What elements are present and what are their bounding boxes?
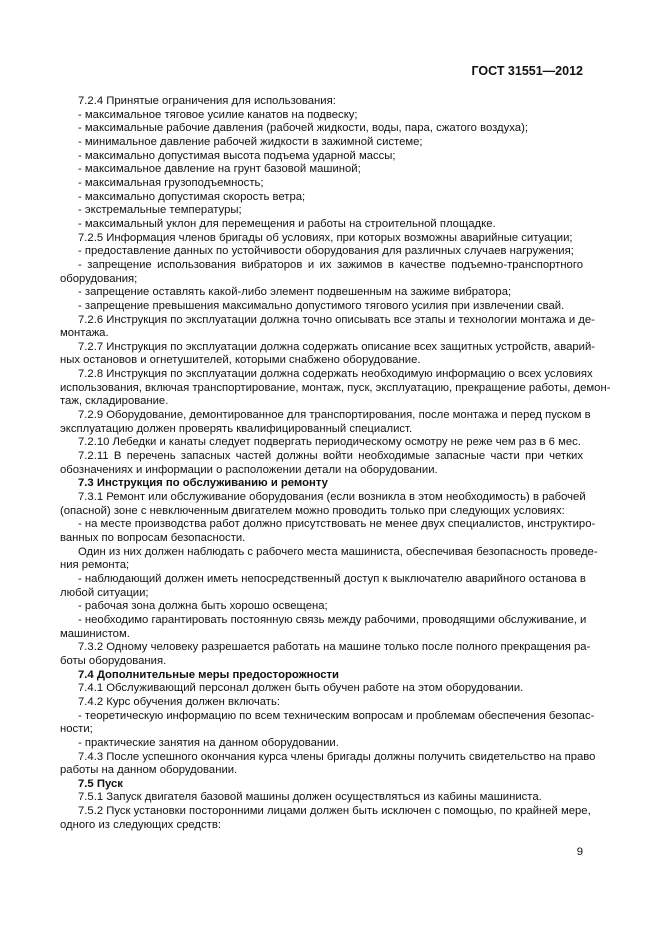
text-line: любой ситуации; xyxy=(60,586,149,599)
text-line-row xyxy=(60,136,583,150)
text-line-row xyxy=(60,464,583,478)
text-line: - максимальная грузоподъемность; xyxy=(78,176,264,189)
paragraph xyxy=(60,750,596,778)
paragraph xyxy=(60,368,611,409)
paragraph xyxy=(60,204,583,218)
text-line: машинистом. xyxy=(60,627,130,640)
text-line-row xyxy=(60,545,598,560)
text-line-row xyxy=(60,750,596,765)
text-line-row xyxy=(60,395,583,409)
text-line: 7.3 Инструкция по обслуживанию и ремонту xyxy=(78,477,328,490)
text-line: 7.5.1 Запуск двигателя базовой машины должен осуществляться из кабины машиниста. xyxy=(78,791,542,804)
text-line-row xyxy=(60,696,583,710)
paragraph xyxy=(60,791,583,805)
text-line: обозначениях и информации о расположении детали на оборудовании. xyxy=(60,463,438,476)
text-line: оборудования; xyxy=(60,272,138,285)
text-line-row xyxy=(60,737,583,751)
text-line-row xyxy=(60,327,583,341)
text-line-row xyxy=(60,709,595,724)
text-line: - экстремальные температуры; xyxy=(78,204,242,217)
text-line-row xyxy=(60,669,583,683)
text-line: одного из следующих средств: xyxy=(60,818,221,831)
text-line: 7.2.7 Инструкция по эксплуатации должна содержать описание всех защитных устройств, аварий- xyxy=(78,340,596,353)
text-line: - минимальное давление рабочей жидкости в зажимной системе; xyxy=(78,135,423,148)
text-line-row xyxy=(60,628,583,642)
text-line-row xyxy=(60,655,583,669)
paragraph xyxy=(60,696,583,710)
paragraph xyxy=(60,191,583,205)
text-line-row xyxy=(60,559,583,573)
page-number: 9 xyxy=(576,846,583,858)
text-line: боты оборудования. xyxy=(60,654,167,667)
section-heading xyxy=(60,477,583,491)
text-line: эксплуатацию должен проверять квалифицированный специалист. xyxy=(60,422,413,435)
text-line-row xyxy=(60,95,583,109)
paragraph xyxy=(60,409,591,436)
text-line: 7.5.2 Пуск установки посторонними лицами должен быть исключен с помощью, по крайней мере, xyxy=(78,805,591,818)
text-line-row xyxy=(60,177,583,191)
paragraph xyxy=(60,109,583,123)
paragraph xyxy=(60,122,583,136)
paragraph xyxy=(60,805,591,832)
text-line: Один из них должен наблюдать с рабочего места машиниста, обеспечивая безопасность проведе- xyxy=(78,545,598,558)
text-line: - на месте производства работ должно присутствовать не менее двух специалистов, инструктиро- xyxy=(78,518,596,531)
text-line-row xyxy=(60,313,595,328)
text-line-row xyxy=(60,354,583,368)
text-line-row xyxy=(60,505,583,519)
text-line-row xyxy=(60,232,583,246)
text-line: таж, складирование. xyxy=(60,395,169,408)
text-line: - запрещение использования вибраторов и их зажимов в качестве подъемно-транспортного xyxy=(78,258,583,271)
text-line: 7.2.5 Информация членов бригады об условиях, при которых возможны аварийные ситуации; xyxy=(78,231,573,244)
text-line-row xyxy=(60,778,583,792)
text-line-row xyxy=(60,218,583,232)
paragraph xyxy=(60,245,583,259)
text-line: 7.2.4 Принятые ограничения для использования: xyxy=(78,95,336,107)
paragraph xyxy=(60,163,583,177)
paragraph xyxy=(60,136,583,150)
paragraph xyxy=(60,95,583,109)
text-line: 7.2.6 Инструкция по эксплуатации должна точно описывать все этапы и технологии монтажа и де- xyxy=(78,313,595,326)
paragraph xyxy=(60,436,583,450)
text-line-row xyxy=(60,764,583,778)
paragraph xyxy=(60,340,596,368)
text-line: работы на данном оборудовании. xyxy=(60,764,238,777)
document-body xyxy=(60,95,611,832)
text-line: - максимальный уклон для перемещения и работы на строительной площадке. xyxy=(78,217,496,230)
text-line: 7.2.9 Оборудование, демонтированное для транспортирования, после монтажа и перед пуском в xyxy=(78,409,591,422)
text-line-row xyxy=(60,436,583,450)
paragraph xyxy=(60,259,583,286)
text-line-row xyxy=(60,340,596,355)
text-line-row xyxy=(60,204,583,218)
paragraph xyxy=(60,641,591,668)
text-line-row xyxy=(60,477,583,491)
text-line: - предоставление данных по устойчивости оборудования для различных случаев нагружения; xyxy=(78,245,574,258)
text-line: монтажа. xyxy=(60,327,109,340)
text-line: - максимально допустимая высота подъема ударной массы; xyxy=(78,149,396,162)
paragraph xyxy=(60,545,598,573)
paragraph xyxy=(60,300,583,314)
text-line-row xyxy=(60,587,583,601)
text-line-row xyxy=(60,163,583,177)
paragraph xyxy=(60,613,587,641)
text-line-row xyxy=(60,300,583,314)
text-line-row xyxy=(60,819,583,833)
text-line: использования, включая транспортирование, монтаж, пуск, эксплуатацию, прекращение работы, демон- xyxy=(60,381,611,394)
text-line: - максимальные рабочие давления (рабочей жидкости, воды, пара, сжатого воздуха); xyxy=(78,122,528,135)
text-line-row xyxy=(60,805,591,819)
text-line-row xyxy=(60,572,586,587)
text-line: ния ремонта; xyxy=(60,559,130,572)
paragraph xyxy=(60,313,595,341)
text-line-row xyxy=(60,109,583,123)
text-line-row xyxy=(60,791,583,805)
text-line-row xyxy=(60,381,611,396)
text-line: - наблюдающий должен иметь непосредственный доступ к выключателю аварийного останова в xyxy=(78,572,586,585)
text-line-row xyxy=(60,368,593,382)
paragraph xyxy=(60,600,583,614)
text-line: - рабочая зона должна быть хорошо освещена; xyxy=(78,600,328,613)
text-line: (опасной) зоне с невключенным двигателем можно проводить только при следующих условиях: xyxy=(60,504,565,517)
text-line: 7.3.1 Ремонт или обслуживание оборудования (если возникла в этом необходимость) в рабочей xyxy=(78,491,586,504)
text-line: 7.4 Дополнительные меры предосторожности xyxy=(78,668,339,681)
text-line-row xyxy=(60,613,587,628)
text-line-row xyxy=(60,122,583,136)
text-line-row xyxy=(60,409,591,423)
text-line-row xyxy=(60,491,586,505)
text-line: - запрещение оставлять какой-либо элемент подвешенным на зажиме вибратора; xyxy=(78,286,512,299)
paragraph xyxy=(60,682,583,696)
text-line: 7.5 Пуск xyxy=(78,777,123,790)
text-line: 7.3.2 Одному человеку разрешается работать на машине только после полного прекращения ра- xyxy=(78,641,591,654)
text-line-row xyxy=(60,518,596,532)
text-line: - практические занятия на данном оборудовании. xyxy=(78,736,339,749)
text-line: - теоретическую информацию по всем техническим вопросам и проблемам обеспечения безопас- xyxy=(78,709,595,722)
text-line: 7.2.11 В перечень запасных частей должны войти необходимые запасные части при четких xyxy=(78,450,583,463)
text-line: 7.4.3 После успешного окончания курса члены бригады должны получить свидетельство на право xyxy=(78,750,596,763)
text-line: 7.4.1 Обслуживающий персонал должен быть обучен работе на этом оборудовании. xyxy=(78,682,524,695)
text-line: - максимальное тяговое усилие канатов на подвеску; xyxy=(78,108,358,121)
text-line-row xyxy=(60,532,583,546)
text-line: - запрещение превышения максимально допустимого тягового усилия при извлечении свай. xyxy=(78,299,565,312)
paragraph xyxy=(60,232,583,246)
text-line: 7.2.8 Инструкция по эксплуатации должна содержать необходимую информацию о всех условиях xyxy=(78,368,593,381)
text-line-row xyxy=(60,450,583,464)
text-line-row xyxy=(60,245,583,259)
document-header-id: ГОСТ 31551—2012 xyxy=(471,64,583,78)
text-line: ных остановов и огнетушителей, которыми снабжено оборудование. xyxy=(60,354,421,367)
text-line: - необходимо гарантировать постоянную связь между рабочими, проводящими обслуживание, и xyxy=(78,613,587,626)
text-line-row xyxy=(60,150,583,164)
text-line-row xyxy=(60,273,583,287)
section-heading xyxy=(60,778,583,792)
paragraph xyxy=(60,709,595,737)
text-line-row xyxy=(60,191,583,205)
text-line: 7.2.10 Лебедки и канаты следует подвергать периодическому осмотру не реже чем раз в 6 мес. xyxy=(78,436,581,449)
text-line-row xyxy=(60,423,583,437)
paragraph xyxy=(60,572,586,600)
text-line-row xyxy=(60,682,583,696)
text-line: ванных по вопросам безопасности. xyxy=(60,532,246,544)
text-line-row xyxy=(60,259,583,273)
text-line-row xyxy=(60,286,583,300)
text-line: - максимально допустимая скорость ветра; xyxy=(78,190,306,203)
paragraph xyxy=(60,150,583,164)
text-line-row xyxy=(60,600,583,614)
paragraph xyxy=(60,737,583,751)
section-heading xyxy=(60,669,583,683)
paragraph xyxy=(60,286,583,300)
text-line: ности; xyxy=(60,723,93,736)
paragraph xyxy=(60,518,596,545)
text-line-row xyxy=(60,641,591,655)
text-line: 7.4.2 Курс обучения должен включать: xyxy=(78,695,281,708)
paragraph xyxy=(60,218,583,232)
text-line: - максимальное давление на грунт базовой машиной; xyxy=(78,163,361,176)
paragraph xyxy=(60,450,583,477)
paragraph xyxy=(60,177,583,191)
text-line-row xyxy=(60,723,583,737)
paragraph xyxy=(60,491,586,518)
